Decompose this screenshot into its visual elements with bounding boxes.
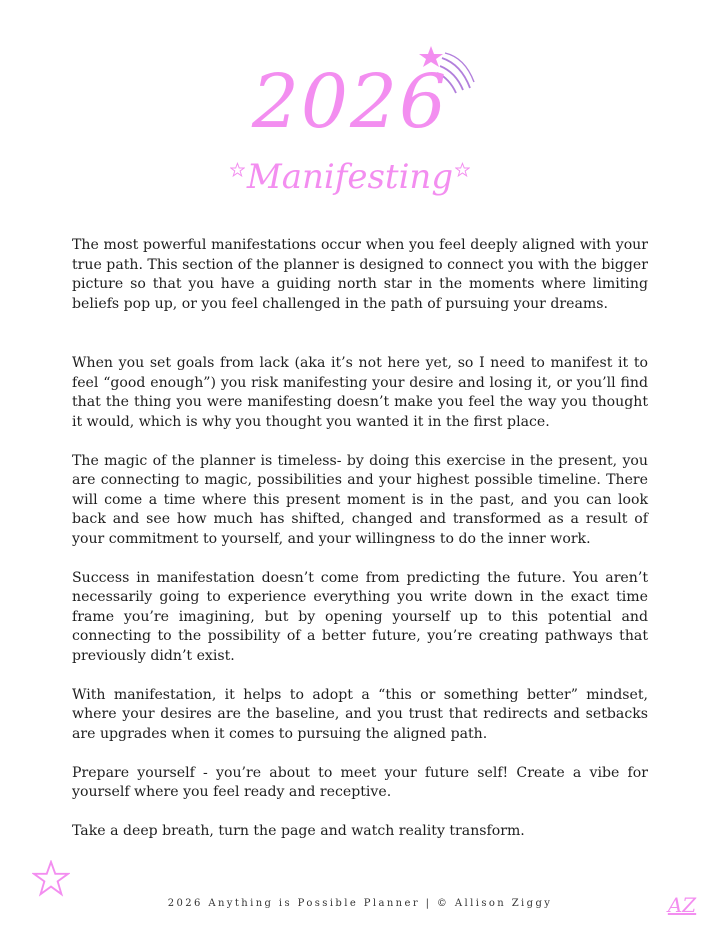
paragraph: The magic of the planner is timeless- by doing this exercise in the present, you are connecting to magic, possibilities and your highest possible timeline. There will come a time where this present moment is in the past, and you can look back and see how much has shifted, changed and transformed as a result of your commitment to yourself, and your willingness to do the inner work. [72, 452, 648, 547]
star-right-icon [455, 160, 470, 180]
monogram-logo: AZ [667, 893, 697, 917]
page-footer: 2026 Anything is Possible Planner | © Allison Ziggy [167, 898, 553, 909]
body-text [72, 236, 648, 861]
page-header [0, 0, 720, 210]
star-left-icon [230, 160, 245, 180]
section-title: Manifesting [246, 157, 454, 197]
paragraph: When you set goals from lack (aka it’s not here yet, so I need to manifest it to feel “good enough”) you risk manifesting your desire and losing it, or you’ll find that the thing you were manifesting doesn’t make you feel the way you thought it would, which is why you thought you wanted it in the first place. [72, 355, 648, 430]
year-heading: 2026 [251, 59, 449, 145]
paragraph: With manifestation, it helps to adopt a “this or something better” mindset, where your desires are the baseline, and you trust that redirects and setbacks are upgrades when it comes to pursuing the aligned path. [72, 686, 648, 742]
paragraph: Success in manifestation doesn’t come from predicting the future. You aren’t necessarily going to experience everything you write down in the exact time frame you’re imagining, but by opening yourself up to this potential and connecting to the possibility of a better future, you’re creating pathways that previously didn’t exist. [72, 569, 648, 664]
subtitle-row [230, 152, 470, 202]
corner-star-icon [32, 860, 70, 898]
paragraph: The most powerful manifestations occur when you feel deeply aligned with your true path. This section of the planner is designed to connect you with the bigger picture so that you have a guiding north star in the moments where limiting beliefs pop up, or you feel challenged in the path of pursuing your dreams. [72, 237, 648, 312]
paragraph: Prepare yourself - you’re about to meet your future self! Create a vibe for yourself where you feel ready and receptive. [72, 764, 648, 800]
paragraph: Take a deep breath, turn the page and watch reality transform. [72, 823, 525, 839]
